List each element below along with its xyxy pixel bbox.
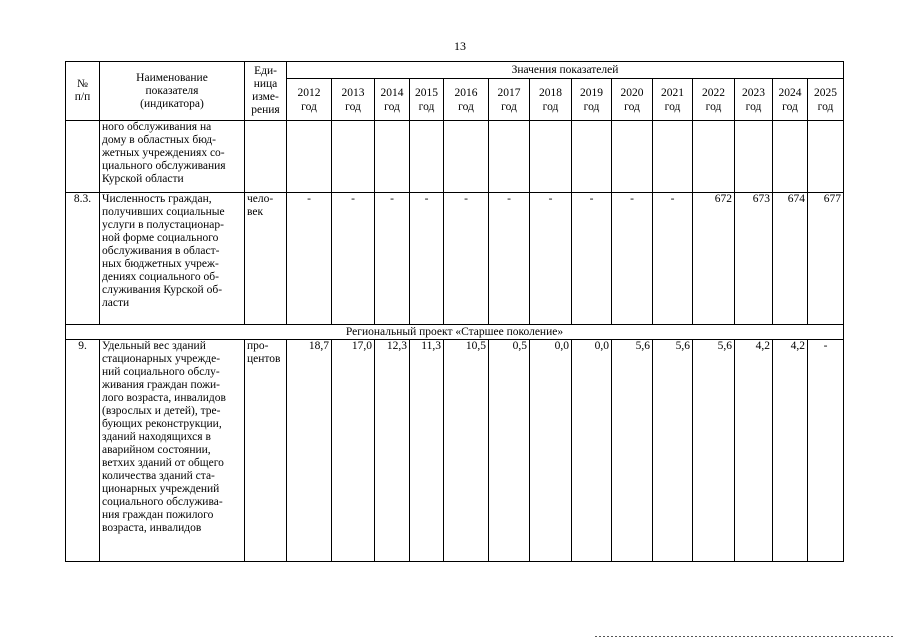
value-cell: 5,6 <box>693 340 735 562</box>
scan-artifact <box>595 636 895 637</box>
row-number <box>66 121 100 193</box>
value-cell: - <box>287 193 332 325</box>
value-cell: 0,0 <box>572 340 612 562</box>
unit-cell: про- центов <box>245 340 287 562</box>
value-cell <box>332 121 375 193</box>
year-header: 2016 год <box>444 79 489 121</box>
value-cell <box>773 121 808 193</box>
unit-cell: чело- век <box>245 193 287 325</box>
year-header: 2014 год <box>375 79 410 121</box>
value-cell <box>444 121 489 193</box>
page-number: 13 <box>454 39 466 53</box>
year-header: 2019 год <box>572 79 612 121</box>
table-row <box>66 193 844 325</box>
value-cell <box>612 121 653 193</box>
value-cell: - <box>489 193 530 325</box>
value-cell: - <box>410 193 444 325</box>
value-cell <box>735 121 773 193</box>
value-cell: 673 <box>735 193 773 325</box>
section-title: Региональный проект «Старшее поколение» <box>66 325 844 340</box>
section-row <box>66 325 844 340</box>
value-cell: 672 <box>693 193 735 325</box>
value-cell: 17,0 <box>332 340 375 562</box>
indicator-name: Численность граждан, получивших социальные услуги в полустационар- ной форме социального обслуживания в област- ных бюджетных учреж- дениях социального об- служивания Курской об- ласти <box>100 193 245 325</box>
table-row <box>66 121 844 193</box>
year-header: 2017 год <box>489 79 530 121</box>
header-values-title: Значения показателей <box>287 62 844 79</box>
value-cell: - <box>530 193 572 325</box>
value-cell <box>693 121 735 193</box>
value-cell: 11,3 <box>410 340 444 562</box>
header-name: Наименование показателя (индикатора) <box>100 62 245 121</box>
value-cell: - <box>332 193 375 325</box>
value-cell: 12,3 <box>375 340 410 562</box>
year-header: 2015 год <box>410 79 444 121</box>
year-header: 2025 год <box>808 79 844 121</box>
value-cell: 5,6 <box>653 340 693 562</box>
row-number: 9. <box>66 340 100 562</box>
year-header: 2018 год <box>530 79 572 121</box>
unit-cell <box>245 121 287 193</box>
value-cell <box>410 121 444 193</box>
value-cell: 4,2 <box>773 340 808 562</box>
value-cell: - <box>808 340 844 562</box>
value-cell <box>530 121 572 193</box>
table-row <box>66 340 844 562</box>
value-cell <box>489 121 530 193</box>
year-header: 2020 год <box>612 79 653 121</box>
indicator-name: ного обслуживания на дому в областных бюд- жетных учреждениях со- циального обслуживания Курской области <box>100 121 245 193</box>
value-cell <box>808 121 844 193</box>
indicator-name: Удельный вес зданий стационарных учрежде- ний социального обслу- живания граждан пожи- лого возраста, инвалидов (взрослых и детей), тре- бующих реконструкции, зданий находящихся в аварийном состоянии, ветхих зданий от общего количества зданий ста- ционарных учреждений социального обслужива- ния граждан пожилого возраста, инвалидов <box>100 340 245 562</box>
year-header: 2012 год <box>287 79 332 121</box>
value-cell <box>375 121 410 193</box>
value-cell: 0,5 <box>489 340 530 562</box>
value-cell: 0,0 <box>530 340 572 562</box>
value-cell: 674 <box>773 193 808 325</box>
value-cell: 677 <box>808 193 844 325</box>
value-cell: - <box>375 193 410 325</box>
header-unit: Еди- ница изме- рения <box>245 62 287 121</box>
year-header: 2021 год <box>653 79 693 121</box>
value-cell: - <box>444 193 489 325</box>
row-number: 8.3. <box>66 193 100 325</box>
year-header: 2024 год <box>773 79 808 121</box>
value-cell: - <box>572 193 612 325</box>
value-cell: 18,7 <box>287 340 332 562</box>
header-num: № п/п <box>66 62 100 121</box>
value-cell: 4,2 <box>735 340 773 562</box>
year-header: 2022 год <box>693 79 735 121</box>
value-cell: 5,6 <box>612 340 653 562</box>
year-header: 2023 год <box>735 79 773 121</box>
value-cell: - <box>612 193 653 325</box>
value-cell <box>653 121 693 193</box>
year-header: 2013 год <box>332 79 375 121</box>
value-cell: - <box>653 193 693 325</box>
value-cell: 10,5 <box>444 340 489 562</box>
value-cell <box>287 121 332 193</box>
indicators-table <box>65 61 844 562</box>
value-cell <box>572 121 612 193</box>
